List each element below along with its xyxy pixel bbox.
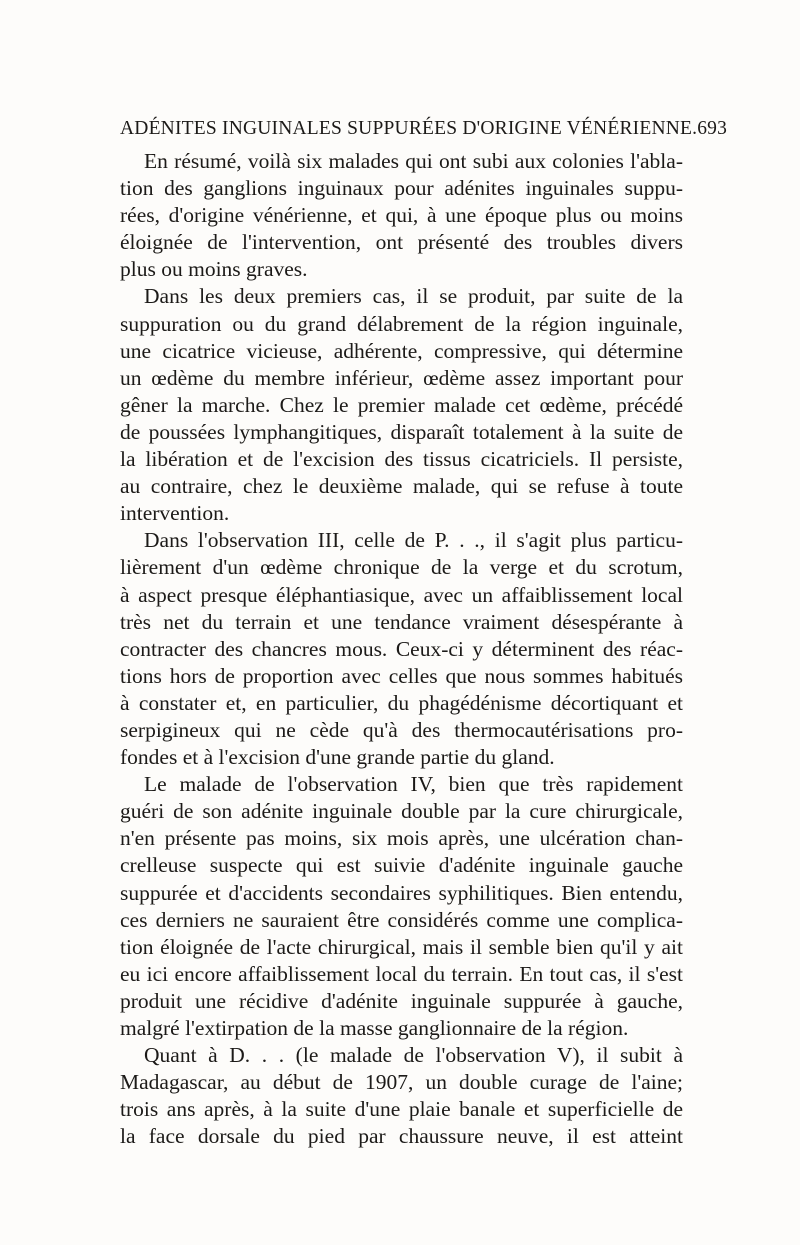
- text-line: éloignée de l'intervention, ont présenté des troubles divers: [120, 230, 683, 255]
- text-line: tion éloignée de l'acte chirurgical, mais il semble bien qu'il y ait: [120, 934, 683, 959]
- text-line: En résumé, voilà six malades qui ont subi aux colonies l'abla-: [144, 149, 683, 173]
- text-line: lièrement d'un œdème chronique de la verge et du scrotum,: [120, 555, 683, 580]
- paragraph: [120, 771, 683, 1042]
- text-line: plus ou moins graves.: [120, 257, 308, 282]
- running-head: [120, 118, 728, 148]
- paragraph: [120, 148, 683, 283]
- text-line: suppurée et d'accidents secondaires syphilitiques. Bien entendu,: [120, 880, 683, 905]
- paragraph: [120, 1042, 683, 1150]
- text-line: à constater et, en particulier, du phagédénisme décortiquant et: [120, 690, 683, 715]
- text-line: trois ans après, à la suite d'une plaie banale et superficielle de: [120, 1097, 683, 1122]
- text-line: à aspect presque éléphantiasique, avec un affaiblissement local: [120, 582, 683, 607]
- text-line: de poussées lymphangitiques, disparaît totalement à la suite de: [120, 419, 683, 444]
- text-line: la libération et de l'excision des tissus cicatriciels. Il persiste,: [120, 447, 683, 472]
- text-line: crelleuse suspecte qui est suivie d'adénite inguinale gauche: [120, 853, 683, 878]
- text-line: ces derniers ne sauraient être considérés comme une complica-: [120, 907, 683, 932]
- text-line: serpigineux qui ne cède qu'à des thermocautérisations pro-: [120, 717, 683, 742]
- running-title: ADÉNITES INGUINALES SUPPURÉES D'ORIGINE VÉNÉRIENNE.: [120, 118, 698, 139]
- text-line: malgré l'extirpation de la masse ganglionnaire de la région.: [120, 1016, 629, 1040]
- text-line: tion des ganglions inguinaux pour adénites inguinales suppu-: [120, 176, 683, 201]
- text-line: intervention.: [120, 501, 230, 526]
- text-line: un œdème du membre inférieur, œdème assez important pour: [120, 365, 683, 390]
- paragraph: [120, 527, 683, 771]
- body-text: [120, 148, 683, 1150]
- text-line: Le malade de l'observation IV, bien que très rapidement: [144, 772, 683, 797]
- text-line: rées, d'origine vénérienne, et qui, à une époque plus ou moins: [120, 203, 683, 228]
- text-line: suppuration ou du grand délabrement de la région inguinale,: [120, 311, 683, 336]
- page-number: 693: [697, 118, 728, 139]
- text-line: Quant à D. . . (le malade de l'observation V), il subit à: [144, 1043, 683, 1068]
- text-line: très net du terrain et une tendance vraiment désespérante à: [120, 609, 683, 634]
- text-line: la face dorsale du pied par chaussure neuve, il est atteint: [120, 1124, 683, 1149]
- text-line: fondes et à l'excision d'une grande partie du gland.: [120, 745, 555, 770]
- text-line: eu ici encore affaiblissement local du terrain. En tout cas, il s'est: [120, 961, 683, 986]
- text-line: Dans l'observation III, celle de P. . ., il s'agit plus particu-: [144, 528, 683, 553]
- text-line: gêner la marche. Chez le premier malade cet œdème, précédé: [120, 392, 683, 417]
- text-line: au contraire, chez le deuxième malade, qui se refuse à toute: [120, 474, 683, 499]
- text-line: guéri de son adénite inguinale double par la cure chirurgicale,: [120, 799, 683, 824]
- paragraph: [120, 283, 683, 527]
- text-line: Madagascar, au début de 1907, un double curage de l'aine;: [120, 1070, 683, 1095]
- text-line: n'en présente pas moins, six mois après, une ulcération chan-: [120, 826, 683, 851]
- text-line: tions hors de proportion avec celles que nous sommes habitués: [120, 663, 683, 688]
- text-line: une cicatrice vicieuse, adhérente, compressive, qui détermine: [120, 338, 683, 363]
- text-line: produit une récidive d'adénite inguinale suppurée à gauche,: [120, 988, 683, 1013]
- text-line: Dans les deux premiers cas, il se produit, par suite de la: [144, 284, 683, 309]
- text-line: contracter des chancres mous. Ceux-ci y déterminent des réac-: [120, 636, 683, 661]
